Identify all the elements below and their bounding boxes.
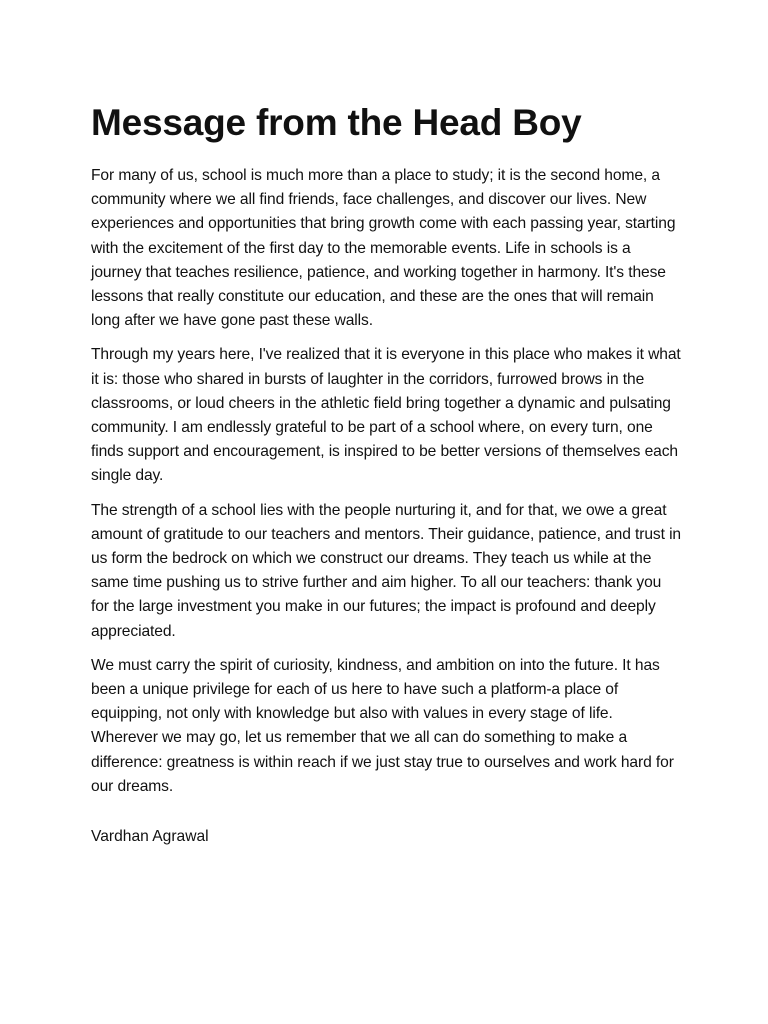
paragraph-2: Through my years here, I've realized that it is everyone in this place who makes it what it is: those who shared in bursts of laughter in the corridors, furrowed brows in the classrooms, or loud cheers in the athletic field bring together a dynamic and pulsating community. I am endlessly grateful to be part of a school where, on every turn, one finds support and encouragement, is inspired to be better versions of themselves each single day. <box>91 346 681 485</box>
paragraph-1: For many of us, school is much more than a place to study; it is the second home, a community where we all find friends, face challenges, and discover our lives. New experiences and opportunities that bring growth come with each passing year, starting with the excitement of the first day to the memorable events. Life in schools is a journey that teaches resilience, patience, and working together in harmony. It's these lessons that really constitute our education, and these are the ones that will remain long after we have gone past these walls. <box>91 167 676 330</box>
paragraph-3: The strength of a school lies with the people nurturing it, and for that, we owe a great amount of gratitude to our teachers and mentors. Their guidance, patience, and trust in us form the bedrock on which we construct our dreams. They teach us while at the same time pushing us to strive further and aim higher. To all our teachers: thank you for the large investment you make in our futures; the impact is profound and deeply appreciated. <box>91 501 682 640</box>
paragraph-4: We must carry the spirit of curiosity, kindness, and ambition on into the future. It has been a unique privilege for each of us here to have such a platform-a place of equipping, not only with knowledge but also with values in every stage of life. Wherever we may go, let us remember that we all can do something to make a difference: greatness is within reach if we just stay true to ourselves and work hard for our dreams. <box>91 656 674 795</box>
document-body <box>91 96 681 849</box>
signature: Vardhan Agrawal <box>91 828 209 846</box>
page-title: Message from the Head Boy <box>91 102 582 143</box>
